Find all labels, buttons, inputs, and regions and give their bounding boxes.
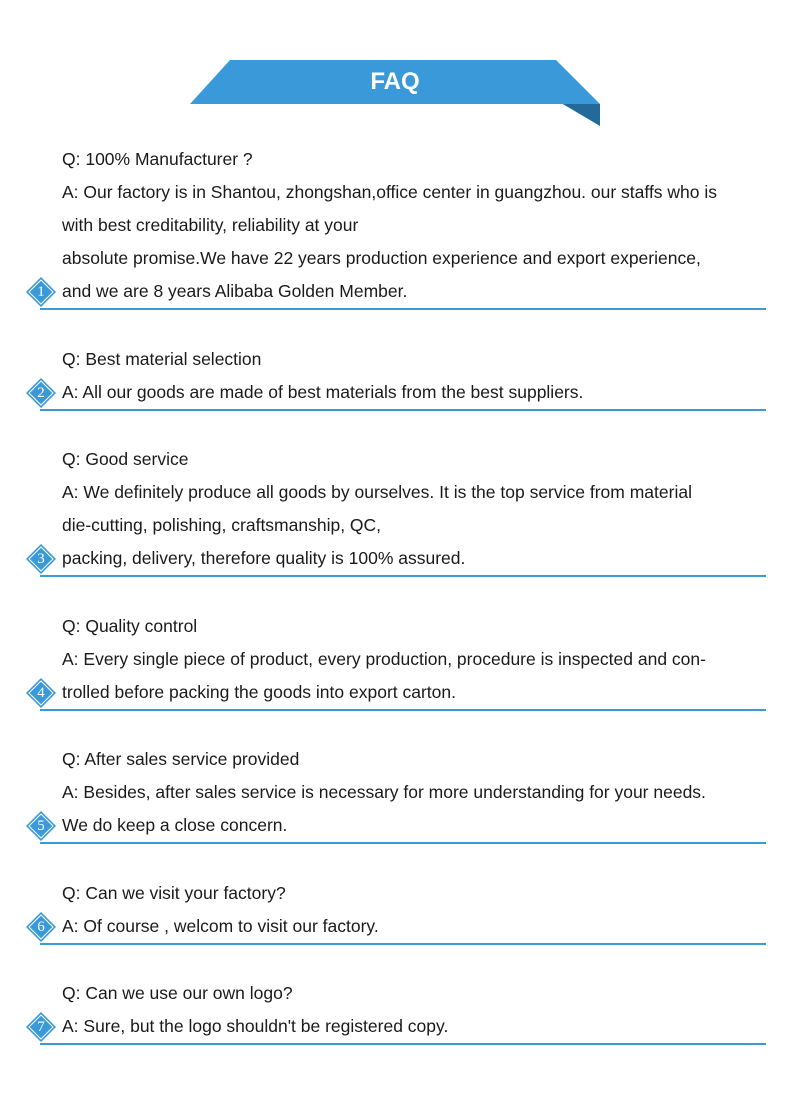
faq-answer-line: trolled before packing the goods into export carton. [62,682,456,702]
faq-number-badge [26,811,56,841]
banner-title: FAQ [370,68,420,95]
faq-divider [40,575,766,577]
faq-answer-line: A: We definitely produce all goods by ourselves. It is the top service from material [62,482,692,502]
faq-answer-line: A: Besides, after sales service is necessary for more understanding for your needs. [62,782,706,802]
faq-question: Q: Can we visit your factory? [62,883,286,903]
faq-answer-line: A: Sure, but the logo shouldn't be registered copy. [62,1016,449,1036]
faq-answer-line: packing, delivery, therefore quality is 100% assured. [62,548,466,568]
faq-number-badge [26,544,56,574]
faq-number: 2 [37,385,45,401]
faq-answer-line: die-cutting, polishing, craftsmanship, QC, [62,515,382,535]
faq-number-badge [26,678,56,708]
faq-answer-line: We do keep a close concern. [62,815,288,835]
faq-answer-line: absolute promise.We have 22 years production experience and export experience, [62,248,701,268]
faq-number: 6 [37,919,45,935]
faq-divider [40,1043,766,1045]
faq-divider [40,709,766,711]
faq-number: 5 [37,818,45,834]
faq-number-badge [26,912,56,942]
faq-answer-line: A: Every single piece of product, every production, procedure is inspected and con- [62,649,706,669]
faq-number: 1 [37,284,45,300]
faq-number-badge [26,277,56,307]
faq-number-badge [26,1012,56,1042]
faq-question: Q: 100% Manufacturer ? [62,149,253,169]
faq-answer-line: A: Of course , welcom to visit our factory. [62,916,379,936]
faq-question: Q: After sales service provided [62,749,300,769]
faq-divider [40,308,766,310]
faq-question: Q: Can we use our own logo? [62,983,293,1003]
faq-banner [0,0,790,130]
faq-number: 4 [37,685,45,701]
faq-number: 7 [37,1019,45,1035]
faq-divider [40,943,766,945]
faq-divider [40,842,766,844]
faq-number-badge [26,378,56,408]
faq-answer-line: and we are 8 years Alibaba Golden Member. [62,281,408,301]
faq-question: Q: Quality control [62,616,198,636]
faq-question: Q: Good service [62,449,189,469]
faq-answer-line: with best creditability, reliability at your [62,215,359,235]
faq-number: 3 [37,551,45,567]
faq-question: Q: Best material selection [62,349,262,369]
faq-divider [40,409,766,411]
faq-answer-line: A: All our goods are made of best materials from the best suppliers. [62,382,584,402]
faq-answer-line: A: Our factory is in Shantou, zhongshan,office center in guangzhou. our staffs who is [62,182,718,202]
